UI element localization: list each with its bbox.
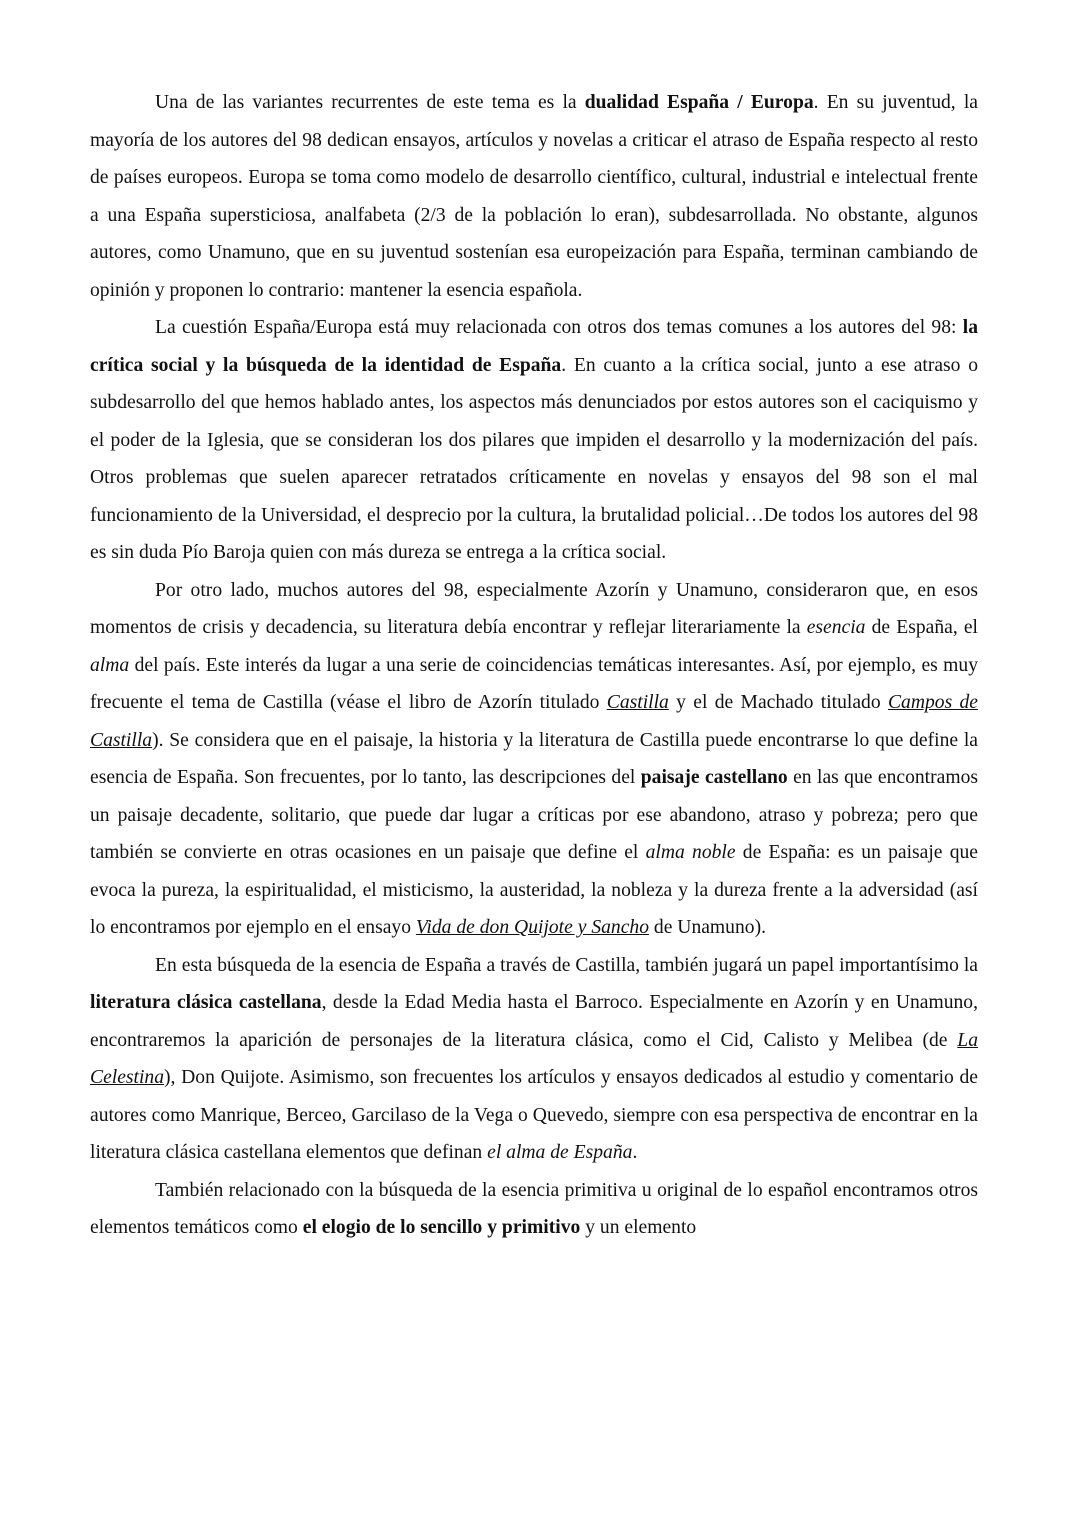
text-segment: ), Don Quijote. Asimismo, son frecuentes los artículos y ensayos dedicados al estudio y comentario de autores como Manrique, Berceo, Garcilaso de la Vega o Quevedo, siempre con esa perspectiva de encontrar en la literatura clásica castellana elementos que definan (90, 1067, 978, 1163)
text-segment: La cuestión España/Europa está muy relacionada con otros dos temas comunes a los autores del 98: (155, 317, 963, 338)
book-title-vida-de-don-quijote: Vida de don Quijote y Sancho (415, 917, 649, 938)
bold-term: dualidad España / Europa (584, 92, 814, 113)
text-segment: , desde la Edad Media hasta el Barroco. Especialmente en Azorín y en Unamuno, encontraremos la aparición de personajes de la literatura clásica, como el Cid, Calisto y Melibea (de (90, 992, 978, 1051)
document-page (90, 84, 978, 1247)
text-segment: y el de Machado titulado (668, 692, 888, 713)
text-segment: y un elemento (580, 1217, 697, 1238)
text-segment: en las que encontramos un paisaje decadente, solitario, que puede dar lugar a críticas por ese abandono, atraso y pobreza; pero que también se convierte en otras ocasiones en un paisaje que define el (90, 767, 978, 863)
italic-term: esencia (806, 617, 866, 638)
paragraph-esencia (90, 572, 978, 947)
paragraph-critica-social (90, 309, 978, 572)
paragraph-literatura-clasica (90, 947, 978, 1172)
text-segment: Una de las variantes recurrentes de este tema es la (155, 92, 585, 113)
bold-term: paisaje castellano (640, 767, 788, 788)
text-segment: de Unamuno). (649, 917, 766, 938)
bold-term: literatura clásica castellana (90, 992, 322, 1013)
bold-term: el elogio de lo sencillo y primitivo (302, 1217, 581, 1238)
text-segment: Por otro lado, muchos autores del 98, especialmente Azorín y Unamuno, consideraron que, en esos momentos de crisis y decadencia, su literatura debía encontrar y reflejar literariamente la (90, 579, 978, 638)
paragraph-elogio-sencillo (90, 1172, 978, 1247)
book-title-castilla: Castilla (606, 692, 669, 713)
italic-term: el alma de España (487, 1142, 633, 1163)
text-segment: del país. Este interés da lugar a una serie de coincidencias temáticas interesantes. Así, por ejemplo, es muy frecuente el tema de Castilla (véase el libro de Azorín titulado (90, 654, 978, 713)
text-segment: También relacionado con la búsqueda de la esencia primitiva u original de lo español encontramos otros elementos temáticos como (90, 1179, 978, 1238)
italic-term: alma noble (645, 842, 736, 863)
text-segment: de España, el (865, 617, 978, 638)
book-title-la-celestina: La Celestina (90, 1029, 978, 1088)
paragraph-dualidad (90, 84, 978, 309)
text-segment: de España: es un paisaje que evoca la pureza, la espiritualidad, el misticismo, la austeridad, la nobleza y la dureza frente a la adversidad (así lo encontramos por ejemplo en el ensayo (90, 842, 979, 938)
text-segment: . (632, 1142, 638, 1163)
text-segment: En esta búsqueda de la esencia de España a través de Castilla, también jugará un papel importantísimo la (155, 954, 978, 976)
bold-term: la crítica social y la búsqueda de la identidad de España (90, 317, 978, 376)
text-segment: . En cuanto a la crítica social, junto a ese atraso o subdesarrollo del que hemos hablado antes, los aspectos más denunciados por estos autores son el caciquismo y el poder de la Iglesia, que se consideran los dos pilares que impiden el desarrollo y la modernización del país. Otros problemas que suelen aparecer retratados críticamente en novelas y ensayos del 98 son el mal funcionamiento de la Universidad, el desprecio por la cultura, la brutalidad policial…De todos los autores del 98 es sin duda Pío Baroja quien con más dureza se entrega a la crítica social. (90, 354, 978, 563)
text-segment: ). Se considera que en el paisaje, la historia y la literatura de Castilla puede encontrarse lo que define la esencia de España. Son frecuentes, por lo tanto, las descripciones del (90, 729, 978, 788)
text-segment: . En su juventud, la mayoría de los autores del 98 dedican ensayos, artículos y novelas a criticar el atraso de España respecto al resto de países europeos. Europa se toma como modelo de desarrollo científico, cultural, industrial e intelectual frente a una España supersticiosa, analfabeta (2/3 de la población lo eran), subdesarrollada. No obstante, algunos autores, como Unamuno, que en su juventud sostenían esa europeización para España, terminan cambiando de opinión y proponen lo contrario: mantener la esencia española. (90, 92, 978, 301)
book-title-campos-de-castilla: Campos de Castilla (90, 692, 978, 751)
italic-term: alma (90, 654, 130, 676)
